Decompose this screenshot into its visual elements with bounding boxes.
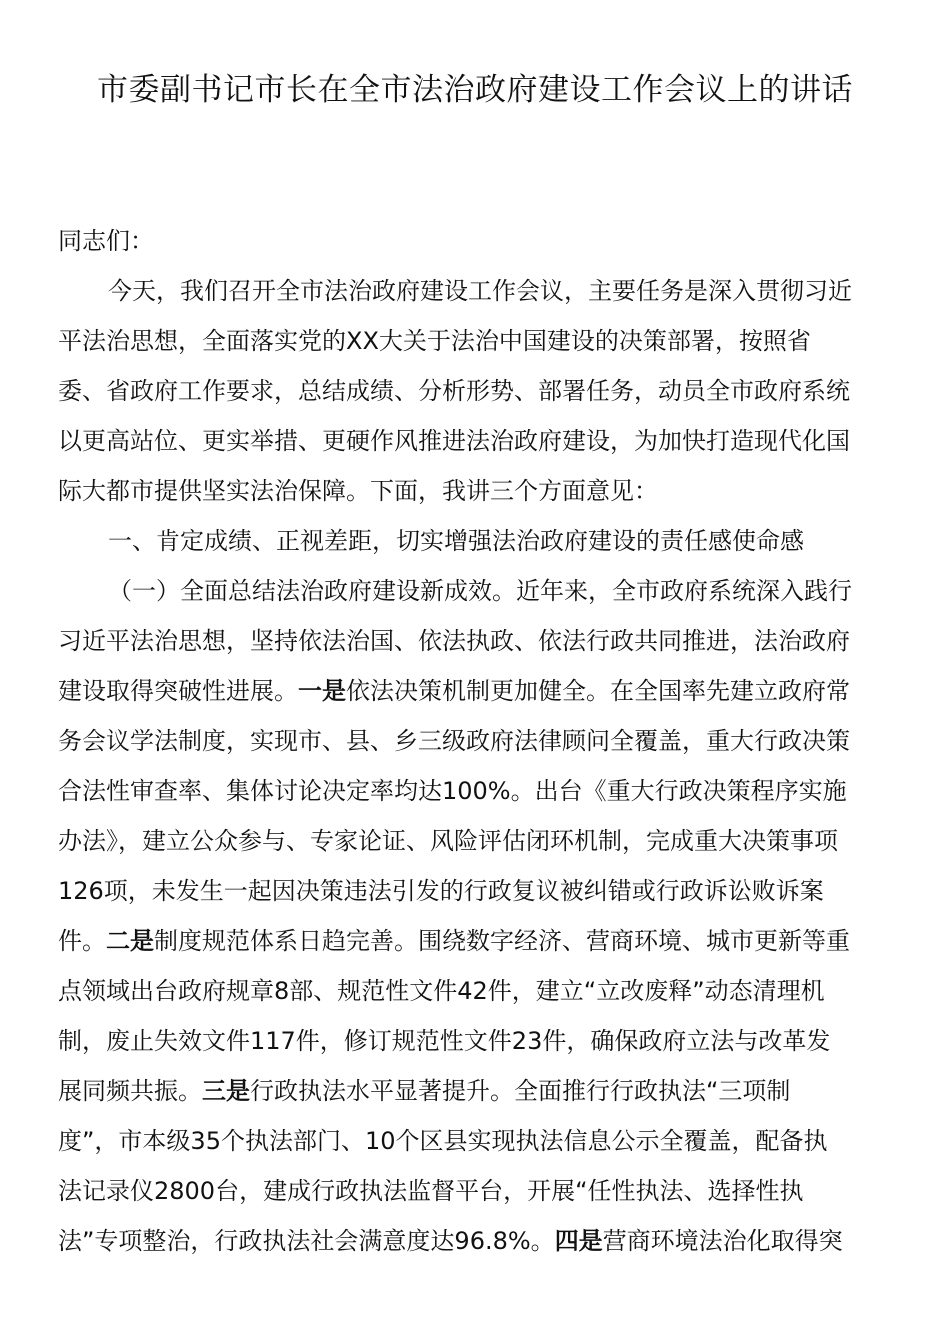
text-run: 以更高站位、更实举措、更硬作风推进法治政府建设，为加快打造现代化国 (58, 427, 850, 455)
text-run: 度”，市本级35个执法部门、10个区县实现执法信息公示全覆盖，配备执 (58, 1127, 828, 1155)
text-run: 务会议学法制度，实现市、县、乡三级政府法律顾问全覆盖，重大行政决策 (58, 727, 850, 755)
text-run: 营商环境法治化取得突 (602, 1227, 843, 1255)
paragraph-line (58, 316, 892, 366)
text-run: 展同频共振。 (58, 1077, 202, 1105)
bold-marker: 二是 (106, 927, 154, 955)
paragraph-line (58, 866, 892, 916)
paragraph-line (58, 666, 892, 716)
paragraph-line (58, 966, 892, 1016)
paragraph-line (58, 766, 892, 816)
paragraph-line (58, 916, 892, 966)
text-run: 合法性审查率、集体讨论决定率均达100%。出台《重大行政决策程序实施 (58, 777, 847, 805)
text-run: 行政执法水平显著提升。全面推行行政执法“三项制 (250, 1077, 791, 1105)
paragraph-line (58, 716, 892, 766)
text-run: （一）全面总结法治政府建设新成效。近年来，全市政府系统深入践行 (108, 577, 852, 605)
salutation (58, 216, 892, 266)
text-run: 同志们： (58, 227, 154, 255)
bold-marker: 三是 (202, 1077, 250, 1105)
text-run: 制，废止失效文件117件，修订规范性文件23件，确保政府立法与改革发 (58, 1027, 831, 1055)
bold-marker: 一是 (298, 677, 346, 705)
paragraph-line (58, 266, 892, 316)
paragraph-line (58, 366, 892, 416)
text-run: 件。 (58, 927, 106, 955)
paragraph-line (58, 1216, 892, 1266)
paragraph-line (58, 816, 892, 866)
text-run: 委、省政府工作要求，总结成绩、分析形势、部署任务，动员全市政府系统 (58, 377, 850, 405)
paragraph-line (58, 466, 892, 516)
text-run: 平法治思想，全面落实党的XX大关于法治中国建设的决策部署，按照省 (58, 327, 811, 355)
text-run: 126项，未发生一起因决策违法引发的行政复议被纠错或行政诉讼败诉案 (58, 877, 824, 905)
bold-marker: 四是 (554, 1227, 603, 1255)
text-run: 法记录仪2800台，建成行政执法监督平台，开展“任性执法、选择性执 (58, 1177, 804, 1205)
text-run: 点领域出台政府规章8部、规范性文件42件，建立“立改废释”动态清理机 (58, 977, 825, 1005)
section-heading (58, 516, 892, 566)
text-run: 制度规范体系日趋完善。围绕数字经济、营商环境、城市更新等重 (154, 927, 850, 955)
paragraph-line (58, 1116, 892, 1166)
paragraph-line (58, 1016, 892, 1066)
text-run: 办法》，建立公众参与、专家论证、风险评估闭环机制，完成重大决策事项 (58, 827, 838, 855)
text-run: 法”专项整治，行政执法社会满意度达96.8%。 (58, 1227, 555, 1255)
paragraph-line (58, 566, 892, 616)
paragraph-line (58, 416, 892, 466)
text-run: 习近平法治思想，坚持依法治国、依法执政、依法行政共同推进，法治政府 (58, 627, 850, 655)
text-run: 依法决策机制更加健全。在全国率先建立政府常 (346, 677, 850, 705)
document-body (58, 216, 892, 1266)
document-title: 市委副书记市长在全市法治政府建设工作会议上的讲话 (97, 72, 853, 108)
text-run: 今天，我们召开全市法治政府建设工作会议，主要任务是深入贯彻习近 (108, 277, 852, 305)
text-run: 建设取得突破性进展。 (58, 677, 298, 705)
paragraph-line (58, 1066, 892, 1116)
text-run: 一、肯定成绩、正视差距，切实增强法治政府建设的责任感使命感 (108, 527, 804, 555)
paragraph-line (58, 616, 892, 666)
text-run: 际大都市提供坚实法治保障。下面，我讲三个方面意见： (58, 477, 658, 505)
paragraph-line (58, 1166, 892, 1216)
